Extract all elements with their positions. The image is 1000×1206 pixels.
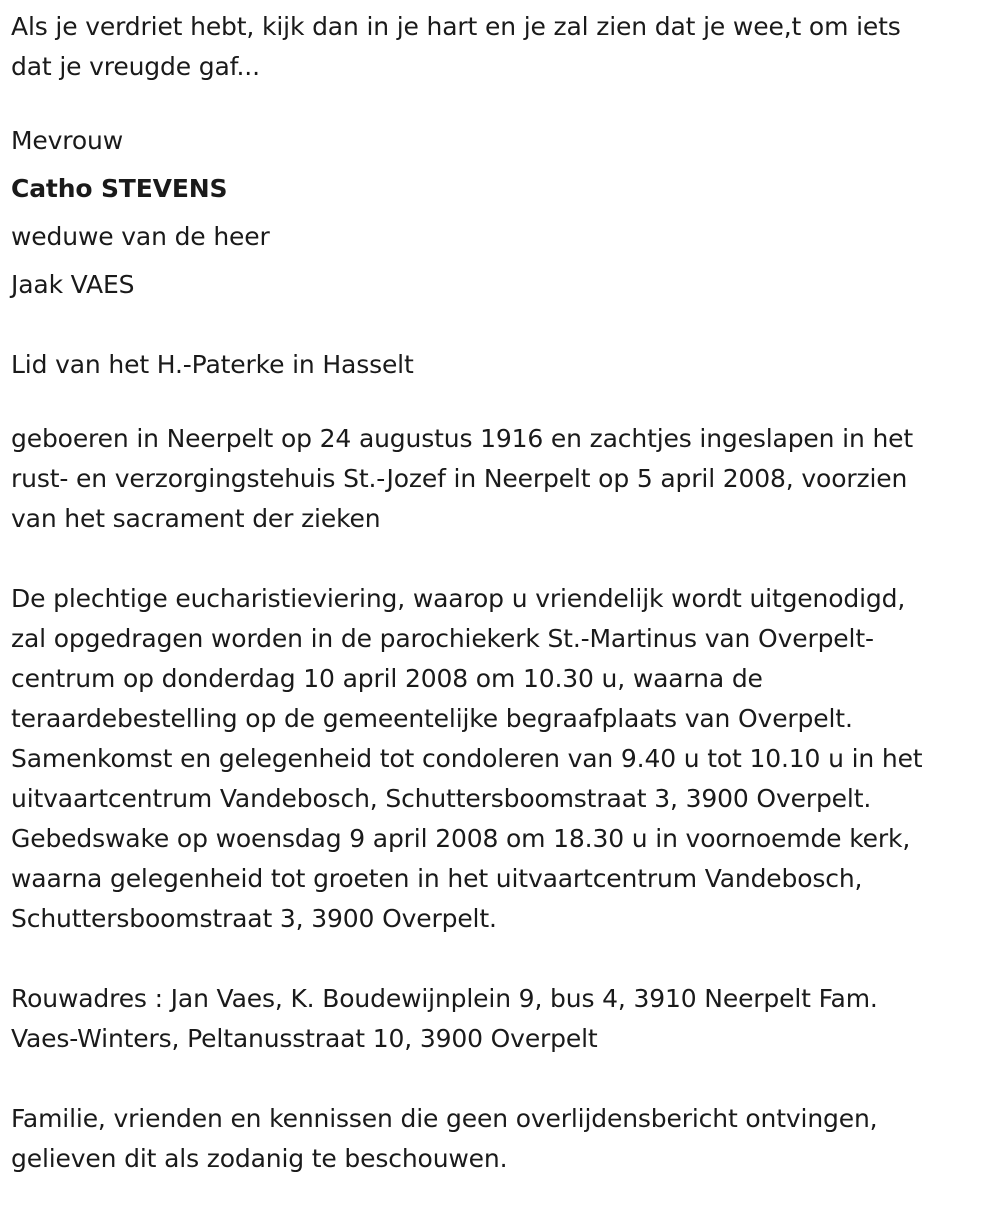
obituary-document: [11, 7, 996, 1179]
ceremony-line: Samenkomst en gelegenheid tot condoleren van 9.40 u tot 10.10 u in het: [11, 744, 923, 773]
address-line: Rouwadres : Jan Vaes, K. Boudewijnplein 9, bus 4, 3910 Neerpelt Fam.: [11, 984, 878, 1013]
address-line: Vaes-Winters, Peltanusstraat 10, 3900 Overpelt: [11, 1024, 598, 1053]
birth-death-line: van het sacrament der zieken: [11, 504, 381, 533]
birth-death-line: geboeren in Neerpelt op 24 augustus 1916 en zachtjes ingeslapen in het: [11, 424, 914, 453]
ceremony-paragraph: [11, 579, 996, 939]
membership-text: Lid van het H.-Paterke in Hasselt: [11, 350, 414, 379]
membership-paragraph: [11, 341, 996, 389]
salutation: Mevrouw: [11, 126, 124, 155]
name-block: [11, 117, 996, 309]
address-paragraph: [11, 979, 996, 1059]
relation-text: weduwe van de heer: [11, 222, 270, 251]
ceremony-line: Gebedswake op woensdag 9 april 2008 om 18.30 u in voornoemde kerk,: [11, 824, 911, 853]
quote-line: Als je verdriet hebt, kijk dan in je hart en je zal zien dat je wee,t om iets: [11, 12, 901, 41]
deceased-name: Catho STEVENS: [11, 174, 228, 203]
quote-paragraph: [11, 7, 996, 87]
ceremony-line: Schuttersboomstraat 3, 3900 Overpelt.: [11, 904, 497, 933]
spouse-name: Jaak VAES: [11, 270, 135, 299]
ceremony-line: De plechtige eucharistieviering, waarop u vriendelijk wordt uitgenodigd,: [11, 584, 906, 613]
ceremony-line: waarna gelegenheid tot groeten in het uitvaartcentrum Vandebosch,: [11, 864, 863, 893]
birth-death-paragraph: [11, 419, 996, 539]
closing-paragraph: [11, 1099, 996, 1179]
quote-line: dat je vreugde gaf...: [11, 52, 260, 81]
ceremony-line: uitvaartcentrum Vandebosch, Schuttersboomstraat 3, 3900 Overpelt.: [11, 784, 872, 813]
ceremony-line: centrum op donderdag 10 april 2008 om 10.30 u, waarna de: [11, 664, 763, 693]
closing-line: gelieven dit als zodanig te beschouwen.: [11, 1144, 508, 1173]
birth-death-line: rust- en verzorgingstehuis St.-Jozef in Neerpelt op 5 april 2008, voorzien: [11, 464, 908, 493]
ceremony-line: zal opgedragen worden in de parochiekerk St.-Martinus van Overpelt-: [11, 624, 874, 653]
ceremony-line: teraardebestelling op de gemeentelijke begraafplaats van Overpelt.: [11, 704, 853, 733]
closing-line: Familie, vrienden en kennissen die geen overlijdensbericht ontvingen,: [11, 1104, 878, 1133]
